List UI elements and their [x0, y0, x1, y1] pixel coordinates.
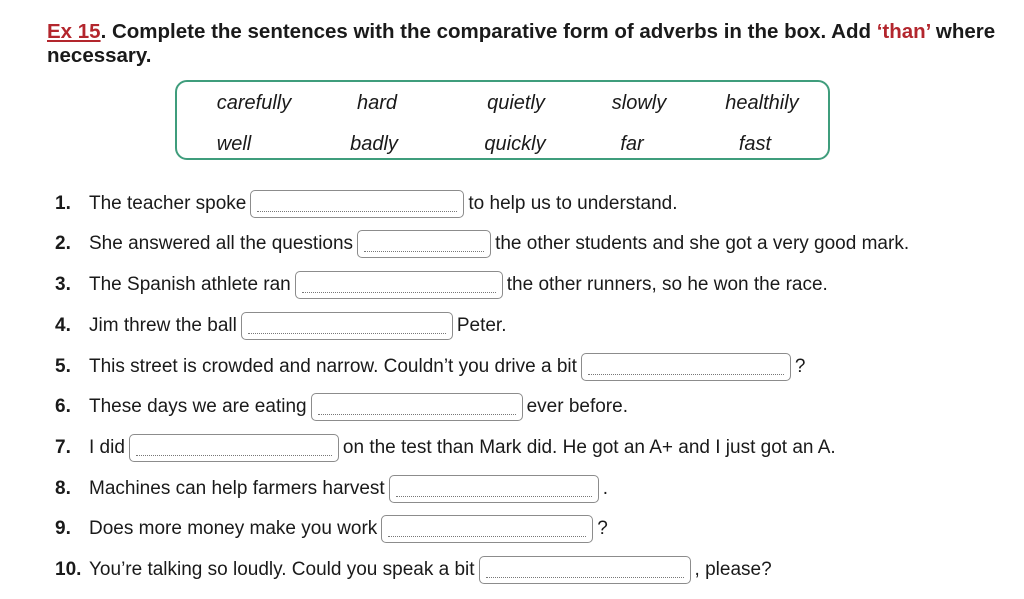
heading-instructions-end: where necessary. [47, 20, 996, 67]
item-number: 7. [55, 437, 71, 458]
exercise-item [55, 555, 772, 585]
item-number: 6. [55, 396, 71, 417]
sentence-start: You’re talking so loudly. Could you speak a bit [89, 559, 475, 580]
answer-field[interactable] [250, 190, 464, 218]
word-box-word: hard [356, 92, 398, 114]
answer-field[interactable] [479, 556, 691, 584]
heading-instructions: . Complete the sentences with the comparative form of adverbs in the box. Add [100, 20, 877, 43]
answer-field[interactable] [381, 515, 593, 543]
answer-field[interactable] [241, 312, 453, 340]
item-number: 10. [55, 559, 82, 580]
sentence-end: the other runners, so he won the race. [506, 274, 828, 295]
word-box-word: carefully [216, 92, 292, 114]
sentence-end: to help us to understand. [468, 193, 678, 214]
exercise-item [55, 433, 836, 463]
answer-field[interactable] [311, 393, 523, 421]
exercise-item [55, 189, 678, 219]
sentence-start: I did [89, 437, 125, 458]
word-box-word: quickly [484, 133, 546, 155]
answer-field[interactable] [129, 434, 339, 462]
word-box-word: far [620, 133, 644, 155]
word-box-word: slowly [611, 92, 667, 114]
exercise-label: Ex 15 [47, 20, 101, 43]
item-number: 3. [55, 274, 71, 295]
sentence-end: ? [794, 356, 806, 377]
answer-field[interactable] [357, 230, 491, 258]
sentence-start: These days we are eating [89, 396, 307, 417]
exercise-item [55, 229, 909, 259]
answer-field[interactable] [389, 475, 599, 503]
item-number: 9. [55, 518, 71, 539]
sentence-start: Machines can help farmers harvest [89, 478, 385, 499]
item-number: 5. [55, 356, 71, 377]
item-number: 8. [55, 478, 71, 499]
sentence-start: She answered all the questions [89, 233, 354, 254]
word-box-word: quietly [487, 92, 545, 114]
sentence-start: The Spanish athlete ran [89, 274, 291, 295]
exercise-item [55, 270, 828, 300]
exercise-item [55, 514, 608, 544]
sentence-end: on the test than Mark did. He got an A+ and I just got an A. [342, 437, 836, 458]
exercise-item [55, 474, 608, 504]
exercise-item [55, 352, 805, 382]
sentence-start: Jim threw the ball [89, 315, 237, 336]
sentence-end: . [602, 478, 608, 499]
sentence-end: Peter. [456, 315, 507, 336]
answer-field[interactable] [581, 353, 791, 381]
sentence-start: The teacher spoke [89, 193, 247, 214]
item-number: 2. [55, 233, 71, 254]
word-box-word: well [216, 133, 252, 155]
exercise-item [55, 392, 628, 422]
item-number: 1. [55, 193, 71, 214]
sentence-end: the other students and she got a very good mark. [495, 233, 910, 254]
answer-field[interactable] [295, 271, 503, 299]
sentence-start: This street is crowded and narrow. Couldn’t you drive a bit [89, 356, 577, 377]
item-number: 4. [55, 315, 71, 336]
sentence-end: ever before. [526, 396, 628, 417]
heading-quoted-word: ‘than’ [876, 20, 931, 43]
word-box-word: badly [350, 133, 398, 155]
sentence-end: ? [597, 518, 608, 539]
word-box-word: healthily [725, 92, 799, 114]
sentence-end: , please? [694, 559, 772, 580]
exercise-item [55, 311, 507, 341]
word-box-word: fast [738, 133, 772, 155]
sentence-start: Does more money make you work [89, 518, 378, 539]
